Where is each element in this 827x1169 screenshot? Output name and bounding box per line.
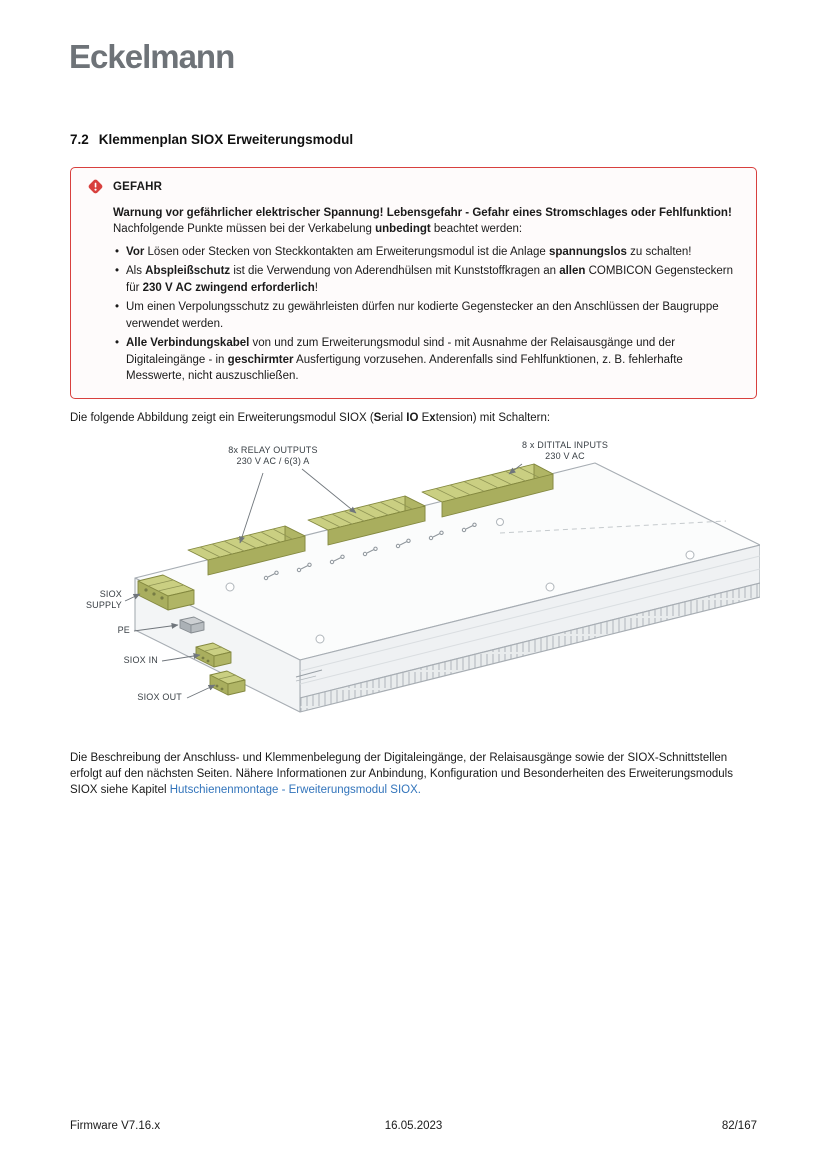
danger-bullet-2: • Als Abspleißschutz ist die Verwendung von Aderendhülsen mit Kunststoffkragen an allen COMBICON Gegensteckern für 230 V AC zwingend erforderlich!: [113, 263, 742, 296]
danger-box: [70, 167, 757, 399]
closing-paragraph: Die Beschreibung der Anschluss- und Klemmenbelegung der Digitaleingänge, der Relaisausgänge sowie der SIOX-Schnittstellen erfolgt auf den nächsten Seiten. Nähere Informationen zur Anbindung, Konfiguration und Besonderheiten des Erweiterungsmoduls SIOX siehe Kapitel Hutschienenmontage - Erweiterungsmodul SIOX.: [70, 752, 733, 796]
footer-page-number: 82/167: [721, 1120, 757, 1132]
footer-date: 16.05.2023: [384, 1120, 443, 1132]
pe-label: PE: [117, 625, 130, 635]
danger-bullet-3: • Um einen Verpolungsschutz zu gewährleisten dürfen nur kodierte Gegenstecker an den Anschlüssen der Baugruppe verwendet werden.: [113, 299, 742, 332]
danger-title: GEFAHR: [113, 181, 163, 193]
danger-bullet-list: [113, 244, 742, 385]
footer-firmware-version: Firmware V7.16.x: [70, 1120, 161, 1132]
siox-out-label: SIOX OUT: [137, 692, 182, 702]
section-number: 7.2: [70, 132, 89, 147]
eckelmann-logo: Eckelmann: [69, 38, 235, 75]
danger-intro: Warnung vor gefährlicher elektrischer Spannung! Lebensgefahr - Gefahr eines Stromschlages oder Fehlfunktion! Nachfolgende Punkte müssen bei der Verkabelung unbedingt beachtet werden:: [113, 206, 732, 235]
section-heading: [70, 132, 353, 147]
siox-in-label: SIOX IN: [123, 655, 158, 665]
siox-supply-label: SIOX SUPPLY: [85, 589, 122, 610]
relay-outputs-label: 8x RELAY OUTPUTS 230 V AC / 6(3) A: [228, 445, 318, 466]
figure-intro-paragraph: Die folgende Abbildung zeigt ein Erweiterungsmodul SIOX (Serial IO Extension) mit Schaltern:: [70, 412, 551, 424]
section-title: Klemmenplan SIOX Erweiterungsmodul: [98, 132, 354, 147]
digital-inputs-label: 8 x DITITAL INPUTS 230 V AC: [521, 440, 609, 461]
chapter-link[interactable]: Hutschienenmontage - Erweiterungsmodul SIOX.: [169, 784, 421, 796]
danger-bullet-1: • Vor Lösen oder Stecken von Steckkontakten am Erweiterungsmodul ist die Anlage spannungslos zu schalten!: [113, 244, 742, 261]
danger-bullet-4: • Alle Verbindungskabel von und zum Erweiterungsmodul sind - mit Ausnahme der Relaisausgänge und der Digitaleingänge - in geschirmter Ausfertigung vorzusehen. Anderenfalls sind Fehlfunktionen, z. B. fehlerhafte Messwerte, nicht auszuschließen.: [113, 335, 742, 385]
siox-module-figure: [70, 437, 760, 747]
warning-exclamation-icon: [87, 178, 104, 195]
page-footer: [70, 1120, 757, 1132]
